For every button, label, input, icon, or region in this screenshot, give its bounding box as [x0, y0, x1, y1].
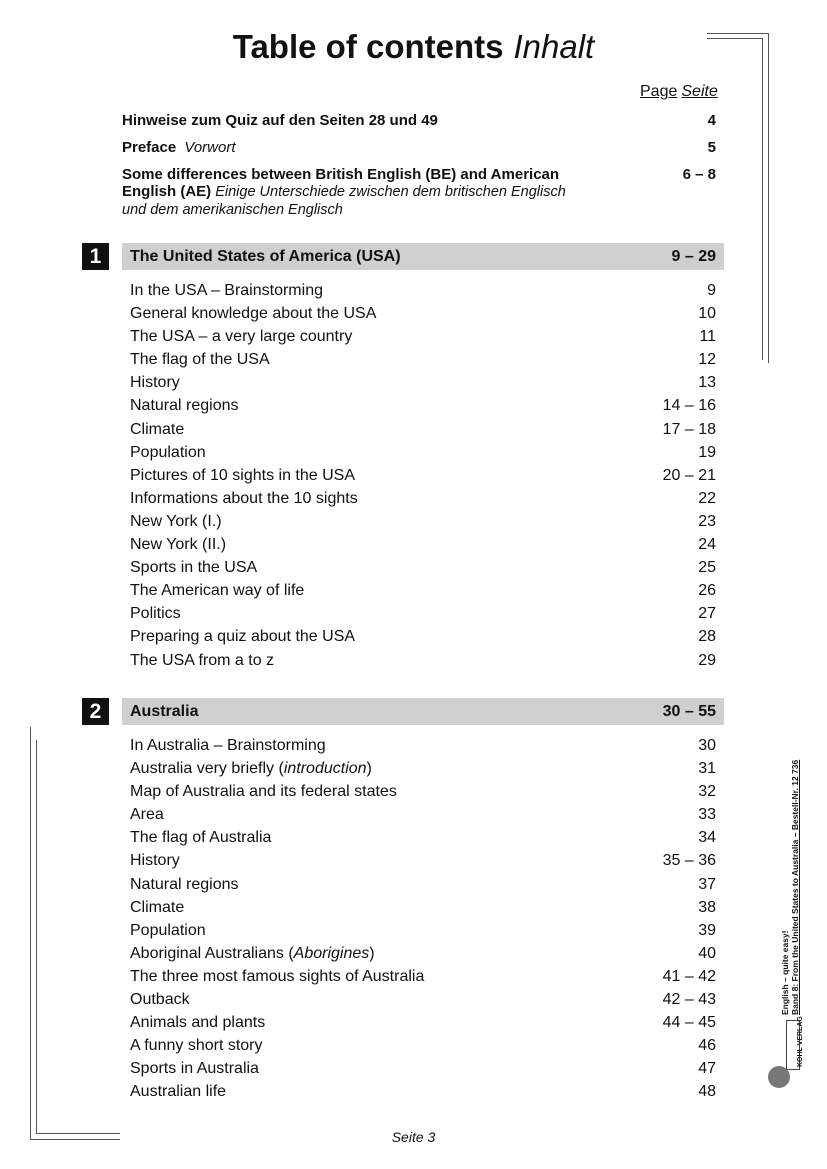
- frame-right-line: [768, 33, 769, 363]
- toc-entry-text: Animals and plants: [130, 1014, 266, 1032]
- toc-entry-text: The USA – a very large country: [130, 328, 353, 346]
- page-header-english: Page: [640, 83, 678, 100]
- toc-entry: [130, 418, 716, 441]
- section-title: Australia: [130, 703, 199, 720]
- toc-entry: [130, 873, 716, 896]
- frame-right-line-inner: [762, 38, 763, 360]
- toc-entry-text: Aboriginal Australians (: [130, 944, 294, 962]
- publisher-logo: [786, 1016, 804, 1070]
- toc-entry-text: Natural regions: [130, 397, 239, 415]
- toc-entry-page: 30: [698, 737, 716, 754]
- toc-entry-page: 22: [698, 489, 716, 507]
- frame-left-line-inner: [36, 740, 37, 1133]
- toc-entry: [130, 649, 716, 672]
- toc-entry-page: 9: [707, 282, 716, 299]
- toc-entry-page: 19: [698, 443, 716, 461]
- toc-entry-page: 12: [698, 351, 716, 369]
- toc-entry-page: 11: [699, 328, 716, 346]
- toc-entry: [130, 510, 716, 533]
- toc-entry: [130, 602, 716, 625]
- toc-entry-text: General knowledge about the USA: [130, 305, 377, 323]
- toc-entry-text: Climate: [130, 420, 185, 438]
- toc-entry-italic: Aborigines: [293, 944, 370, 962]
- toc-entry-page: 46: [698, 1037, 716, 1055]
- toc-entry-page: 27: [698, 605, 716, 623]
- toc-entry: [130, 579, 716, 602]
- toc-entry-text: The American way of life: [130, 582, 305, 600]
- toc-entry: [130, 441, 716, 464]
- toc-entry: [130, 757, 716, 780]
- toc-entry-page: 32: [698, 783, 716, 801]
- toc-entry: [130, 988, 716, 1011]
- toc-entry: [130, 919, 716, 942]
- section-number: 1: [82, 243, 109, 270]
- toc-entry: [130, 826, 716, 849]
- toc-entry-text: The flag of Australia: [130, 829, 272, 847]
- toc-entry-text-after: ): [366, 760, 372, 778]
- toc-entry: [130, 896, 716, 919]
- intro-entry: [122, 112, 722, 129]
- toc-entry: [130, 734, 716, 757]
- intro-entry-page: 4: [707, 112, 716, 129]
- toc-entry-text: Informations about the 10 sights: [130, 489, 358, 507]
- toc-entry-page: 38: [698, 898, 716, 916]
- toc-entry-text: Area: [130, 806, 164, 824]
- section-entries: [130, 734, 716, 1104]
- publisher-name: KOHL VERLAG: [797, 1016, 804, 1067]
- toc-entry-text: The three most famous sights of Australia: [130, 967, 425, 985]
- intro-entry-title-cont: English (AE): [122, 183, 212, 200]
- toc-entry: [130, 371, 716, 394]
- intro-entry-subtitle: Vorwort: [184, 139, 236, 156]
- title-german: Inhalt: [513, 28, 595, 65]
- toc-entry-page: 35 – 36: [662, 852, 716, 870]
- toc-entry: [130, 325, 716, 348]
- toc-entry-text: Pictures of 10 sights in the USA: [130, 466, 355, 484]
- toc-entry-page: 24: [698, 536, 716, 554]
- intro-entry-title: Hinweise zum Quiz auf den Seiten 28 und 49: [122, 112, 438, 129]
- toc-entry-page: 41 – 42: [662, 967, 716, 985]
- title-english: Table of contents: [232, 28, 504, 65]
- toc-entry: [130, 1080, 716, 1103]
- toc-entry-text: The flag of the USA: [130, 351, 270, 369]
- section-pages: 9 – 29: [671, 248, 716, 265]
- toc-entry-page: 14 – 16: [662, 397, 716, 415]
- frame-left-line: [30, 727, 31, 1139]
- toc-entry: [130, 556, 716, 579]
- section-number: 2: [82, 698, 109, 725]
- intro-entry: [122, 139, 722, 156]
- toc-entry: [130, 1034, 716, 1057]
- intro-entry-page: 5: [707, 139, 716, 156]
- toc-entry: [130, 1057, 716, 1080]
- intro-entry-subtitle: Einige Unterschiede zwischen dem britischen Englisch: [215, 184, 566, 200]
- toc-entry-text: The USA from a to z: [130, 651, 275, 669]
- toc-entry: [130, 780, 716, 803]
- toc-entry-text: A funny short story: [130, 1037, 263, 1055]
- section-entries: [130, 279, 716, 672]
- section-pages: 30 – 55: [662, 703, 716, 720]
- section-title: The United States of America (USA): [130, 248, 401, 265]
- toc-entry-text: Population: [130, 443, 206, 461]
- toc-entry-text: History: [130, 374, 180, 392]
- side-imprint-line2: Band 8: From the United States to Australia – Bestell-Nr. 12 736: [790, 759, 800, 1015]
- toc-entry-page: 20 – 21: [662, 466, 716, 484]
- intro-entry: [122, 166, 722, 219]
- toc-entry: [130, 394, 716, 417]
- toc-entry: [130, 803, 716, 826]
- toc-entry-page: 33: [698, 806, 716, 824]
- page-title: [0, 28, 827, 66]
- toc-entry-text: Preparing a quiz about the USA: [130, 628, 356, 646]
- toc-entry-page: 44 – 45: [662, 1014, 716, 1032]
- toc-entry-page: 25: [698, 559, 716, 577]
- toc-entry-text: History: [130, 852, 180, 870]
- toc-entry-page: 37: [698, 875, 716, 893]
- section-header: [122, 243, 724, 270]
- toc-entry-page: 17 – 18: [662, 420, 716, 438]
- toc-entry: [130, 348, 716, 371]
- toc-entry-page: 29: [698, 651, 716, 669]
- toc-entry-page: 13: [698, 374, 716, 392]
- page-column-header: [640, 83, 718, 101]
- toc-entry-page: 10: [698, 305, 716, 323]
- toc-entry: [130, 942, 716, 965]
- toc-entry: [130, 625, 716, 648]
- side-imprint-line1: English – quite easy!: [780, 930, 790, 1015]
- intro-entry-page: 6 – 8: [682, 166, 716, 183]
- intro-entry-title: Preface: [122, 139, 177, 156]
- toc-entry-page: 40: [698, 944, 716, 962]
- toc-entry: [130, 487, 716, 510]
- toc-entry-page: 26: [698, 582, 716, 600]
- toc-entry-text: New York (II.): [130, 536, 227, 554]
- toc-entry: [130, 302, 716, 325]
- toc-entry: [130, 533, 716, 556]
- toc-entry-page: 31: [698, 760, 716, 778]
- toc-entry-page: 34: [698, 829, 716, 847]
- toc-entry-text: Sports in the USA: [130, 559, 258, 577]
- toc-entry-page: 39: [698, 921, 716, 939]
- page-header-german: Seite: [681, 83, 718, 100]
- intro-entry-title: Some differences between British English (BE) and American: [122, 166, 560, 183]
- toc-entry-text-after: ): [369, 944, 375, 962]
- toc-entry-text: Climate: [130, 898, 185, 916]
- toc-entry: [130, 464, 716, 487]
- page-footer: Seite 3: [391, 1129, 436, 1145]
- intro-entry-subtitle-cont: und dem amerikanischen Englisch: [122, 202, 343, 218]
- toc-entry-text: In Australia – Brainstorming: [130, 737, 326, 754]
- toc-entry-text: Outback: [130, 991, 190, 1009]
- toc-entry-text: Australian life: [130, 1083, 227, 1101]
- toc-entry: [130, 849, 716, 872]
- toc-entry-page: 42 – 43: [662, 991, 716, 1009]
- toc-entry-text: New York (I.): [130, 512, 222, 530]
- toc-entry-page: 23: [698, 512, 716, 530]
- toc-entry-text: Natural regions: [130, 875, 239, 893]
- toc-entry-text: Population: [130, 921, 206, 939]
- toc-entry-text: Politics: [130, 605, 181, 623]
- toc-entry-page: 47: [698, 1060, 716, 1078]
- toc-entry-text: Map of Australia and its federal states: [130, 783, 397, 801]
- toc-entry-text: Australia very briefly (: [130, 760, 284, 778]
- toc-entry-page: 48: [698, 1083, 716, 1101]
- toc-entry: [130, 1011, 716, 1034]
- toc-entry-text: In the USA – Brainstorming: [130, 282, 323, 299]
- tree-icon: [768, 1066, 790, 1088]
- section-header: [122, 698, 724, 725]
- toc-entry: [130, 279, 716, 302]
- toc-entry-page: 28: [698, 628, 716, 646]
- toc-entry: [130, 965, 716, 988]
- toc-entry-text: Sports in Australia: [130, 1060, 259, 1078]
- toc-entry-italic: introduction: [283, 760, 367, 778]
